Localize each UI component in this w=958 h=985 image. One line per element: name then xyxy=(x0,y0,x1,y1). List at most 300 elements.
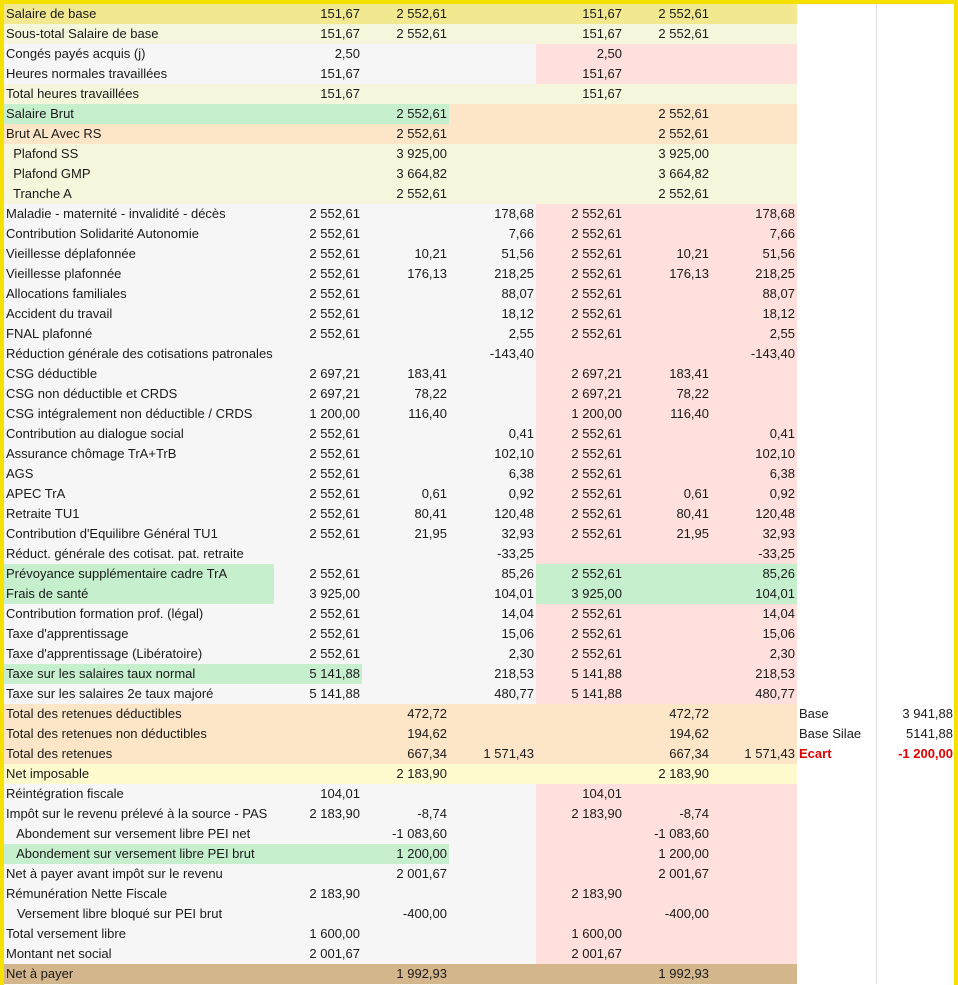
value-cell-col-1[interactable] xyxy=(274,744,362,764)
value-cell-col-5[interactable] xyxy=(624,564,711,584)
value-cell-col-6[interactable] xyxy=(711,924,797,944)
side-value-cell[interactable] xyxy=(877,144,957,164)
value-cell-col-3[interactable]: 1 571,43 xyxy=(449,744,536,764)
value-cell-col-4[interactable] xyxy=(536,144,624,164)
value-cell-col-1[interactable]: 104,01 xyxy=(274,784,362,804)
value-cell-col-6[interactable]: 0,92 xyxy=(711,484,797,504)
row-label-cell[interactable]: Abondement sur versement libre PEI brut xyxy=(4,844,274,864)
value-cell-col-2[interactable]: 2 552,61 xyxy=(362,124,449,144)
value-cell-col-2[interactable] xyxy=(362,84,449,104)
side-label-cell[interactable] xyxy=(797,484,877,504)
side-value-cell[interactable]: -1 200,00 xyxy=(877,744,957,764)
value-cell-col-1[interactable]: 2 552,61 xyxy=(274,604,362,624)
value-cell-col-1[interactable]: 2 552,61 xyxy=(274,564,362,584)
value-cell-col-1[interactable]: 2 552,61 xyxy=(274,524,362,544)
value-cell-col-3[interactable]: 104,01 xyxy=(449,584,536,604)
value-cell-col-4[interactable]: 2 697,21 xyxy=(536,384,624,404)
value-cell-col-4[interactable]: 2 552,61 xyxy=(536,444,624,464)
value-cell-col-2[interactable] xyxy=(362,584,449,604)
value-cell-col-3[interactable]: 218,25 xyxy=(449,264,536,284)
value-cell-col-5[interactable] xyxy=(624,84,711,104)
value-cell-col-4[interactable]: 151,67 xyxy=(536,84,624,104)
row-label-cell[interactable]: Contribution d'Equilibre Général TU1 xyxy=(4,524,274,544)
value-cell-col-4[interactable]: 2 552,61 xyxy=(536,504,624,524)
value-cell-col-1[interactable]: 2 552,61 xyxy=(274,244,362,264)
value-cell-col-6[interactable]: 218,53 xyxy=(711,664,797,684)
value-cell-col-5[interactable] xyxy=(624,944,711,964)
side-label-cell[interactable] xyxy=(797,144,877,164)
value-cell-col-4[interactable]: 104,01 xyxy=(536,784,624,804)
value-cell-col-4[interactable]: 2 552,61 xyxy=(536,624,624,644)
value-cell-col-5[interactable] xyxy=(624,924,711,944)
value-cell-col-1[interactable]: 2 183,90 xyxy=(274,804,362,824)
value-cell-col-4[interactable] xyxy=(536,904,624,924)
value-cell-col-4[interactable]: 2 552,61 xyxy=(536,304,624,324)
row-label-cell[interactable]: AGS xyxy=(4,464,274,484)
value-cell-col-6[interactable] xyxy=(711,764,797,784)
value-cell-col-2[interactable]: -1 083,60 xyxy=(362,824,449,844)
value-cell-col-1[interactable] xyxy=(274,704,362,724)
value-cell-col-1[interactable]: 2 697,21 xyxy=(274,364,362,384)
side-label-cell[interactable] xyxy=(797,944,877,964)
value-cell-col-5[interactable]: 2 001,67 xyxy=(624,864,711,884)
value-cell-col-6[interactable] xyxy=(711,384,797,404)
side-label-cell[interactable] xyxy=(797,684,877,704)
row-label-cell[interactable]: FNAL plafonné xyxy=(4,324,274,344)
value-cell-col-2[interactable] xyxy=(362,44,449,64)
value-cell-col-1[interactable] xyxy=(274,124,362,144)
value-cell-col-1[interactable] xyxy=(274,904,362,924)
value-cell-col-3[interactable]: 480,77 xyxy=(449,684,536,704)
value-cell-col-4[interactable]: 2 552,61 xyxy=(536,604,624,624)
side-label-cell[interactable] xyxy=(797,364,877,384)
value-cell-col-3[interactable]: -143,40 xyxy=(449,344,536,364)
side-value-cell[interactable] xyxy=(877,464,957,484)
side-value-cell[interactable] xyxy=(877,164,957,184)
value-cell-col-5[interactable]: 116,40 xyxy=(624,404,711,424)
value-cell-col-5[interactable]: 78,22 xyxy=(624,384,711,404)
side-value-cell[interactable] xyxy=(877,964,957,984)
value-cell-col-5[interactable]: -1 083,60 xyxy=(624,824,711,844)
value-cell-col-2[interactable] xyxy=(362,344,449,364)
value-cell-col-3[interactable]: 2,55 xyxy=(449,324,536,344)
side-label-cell[interactable] xyxy=(797,324,877,344)
side-value-cell[interactable] xyxy=(877,824,957,844)
row-label-cell[interactable]: Taxe sur les salaires 2e taux majoré xyxy=(4,684,274,704)
value-cell-col-4[interactable] xyxy=(536,164,624,184)
side-label-cell[interactable] xyxy=(797,644,877,664)
value-cell-col-5[interactable]: 80,41 xyxy=(624,504,711,524)
value-cell-col-6[interactable]: 2,30 xyxy=(711,644,797,664)
value-cell-col-2[interactable] xyxy=(362,304,449,324)
value-cell-col-6[interactable]: 7,66 xyxy=(711,224,797,244)
value-cell-col-3[interactable] xyxy=(449,964,536,984)
value-cell-col-1[interactable]: 2 552,61 xyxy=(274,484,362,504)
value-cell-col-6[interactable] xyxy=(711,64,797,84)
value-cell-col-4[interactable]: 2 552,61 xyxy=(536,244,624,264)
row-label-cell[interactable]: Contribution formation prof. (légal) xyxy=(4,604,274,624)
value-cell-col-6[interactable]: -33,25 xyxy=(711,544,797,564)
row-label-cell[interactable]: Montant net social xyxy=(4,944,274,964)
side-value-cell[interactable] xyxy=(877,284,957,304)
value-cell-col-4[interactable]: 2 552,61 xyxy=(536,284,624,304)
row-label-cell[interactable]: Total versement libre xyxy=(4,924,274,944)
value-cell-col-2[interactable]: 667,34 xyxy=(362,744,449,764)
side-value-cell[interactable] xyxy=(877,624,957,644)
value-cell-col-6[interactable] xyxy=(711,884,797,904)
value-cell-col-4[interactable] xyxy=(536,704,624,724)
side-label-cell[interactable] xyxy=(797,464,877,484)
value-cell-col-6[interactable]: 104,01 xyxy=(711,584,797,604)
value-cell-col-3[interactable]: 0,41 xyxy=(449,424,536,444)
value-cell-col-4[interactable]: 2 552,61 xyxy=(536,484,624,504)
side-value-cell[interactable] xyxy=(877,104,957,124)
value-cell-col-6[interactable] xyxy=(711,84,797,104)
value-cell-col-5[interactable]: -8,74 xyxy=(624,804,711,824)
row-label-cell[interactable]: Congés payés acquis (j) xyxy=(4,44,274,64)
value-cell-col-6[interactable] xyxy=(711,844,797,864)
row-label-cell[interactable]: Vieillesse plafonnée xyxy=(4,264,274,284)
value-cell-col-5[interactable]: 10,21 xyxy=(624,244,711,264)
row-label-cell[interactable]: Frais de santé xyxy=(4,584,274,604)
value-cell-col-5[interactable]: -400,00 xyxy=(624,904,711,924)
value-cell-col-1[interactable]: 5 141,88 xyxy=(274,684,362,704)
value-cell-col-1[interactable]: 2 552,61 xyxy=(274,624,362,644)
value-cell-col-4[interactable]: 151,67 xyxy=(536,4,624,24)
side-label-cell[interactable] xyxy=(797,664,877,684)
value-cell-col-6[interactable]: 51,56 xyxy=(711,244,797,264)
value-cell-col-1[interactable]: 2 552,61 xyxy=(274,424,362,444)
value-cell-col-1[interactable] xyxy=(274,164,362,184)
value-cell-col-5[interactable]: 667,34 xyxy=(624,744,711,764)
side-value-cell[interactable] xyxy=(877,644,957,664)
value-cell-col-3[interactable] xyxy=(449,924,536,944)
value-cell-col-5[interactable] xyxy=(624,784,711,804)
value-cell-col-3[interactable] xyxy=(449,184,536,204)
value-cell-col-2[interactable] xyxy=(362,604,449,624)
side-label-cell[interactable] xyxy=(797,444,877,464)
value-cell-col-1[interactable]: 2 001,67 xyxy=(274,944,362,964)
value-cell-col-4[interactable]: 2 552,61 xyxy=(536,424,624,444)
row-label-cell[interactable]: Net imposable xyxy=(4,764,274,784)
side-label-cell[interactable] xyxy=(797,504,877,524)
row-label-cell[interactable]: Net à payer xyxy=(4,964,274,984)
value-cell-col-1[interactable] xyxy=(274,344,362,364)
value-cell-col-6[interactable]: 15,06 xyxy=(711,624,797,644)
value-cell-col-1[interactable] xyxy=(274,724,362,744)
value-cell-col-3[interactable] xyxy=(449,884,536,904)
value-cell-col-3[interactable] xyxy=(449,124,536,144)
side-value-cell[interactable] xyxy=(877,484,957,504)
value-cell-col-6[interactable]: -143,40 xyxy=(711,344,797,364)
side-value-cell[interactable] xyxy=(877,804,957,824)
side-label-cell[interactable] xyxy=(797,424,877,444)
value-cell-col-6[interactable]: 88,07 xyxy=(711,284,797,304)
value-cell-col-4[interactable]: 151,67 xyxy=(536,24,624,44)
side-value-cell[interactable] xyxy=(877,324,957,344)
value-cell-col-5[interactable] xyxy=(624,444,711,464)
value-cell-col-5[interactable]: 176,13 xyxy=(624,264,711,284)
value-cell-col-3[interactable] xyxy=(449,24,536,44)
value-cell-col-5[interactable] xyxy=(624,644,711,664)
value-cell-col-6[interactable]: 85,26 xyxy=(711,564,797,584)
value-cell-col-2[interactable]: 1 200,00 xyxy=(362,844,449,864)
value-cell-col-6[interactable]: 120,48 xyxy=(711,504,797,524)
value-cell-col-6[interactable] xyxy=(711,944,797,964)
value-cell-col-2[interactable] xyxy=(362,564,449,584)
value-cell-col-3[interactable]: 18,12 xyxy=(449,304,536,324)
value-cell-col-6[interactable]: 0,41 xyxy=(711,424,797,444)
value-cell-col-3[interactable]: 51,56 xyxy=(449,244,536,264)
value-cell-col-5[interactable] xyxy=(624,424,711,444)
value-cell-col-2[interactable]: 194,62 xyxy=(362,724,449,744)
row-label-cell[interactable]: Accident du travail xyxy=(4,304,274,324)
value-cell-col-3[interactable] xyxy=(449,844,536,864)
side-label-cell[interactable] xyxy=(797,884,877,904)
value-cell-col-2[interactable]: 2 552,61 xyxy=(362,24,449,44)
value-cell-col-4[interactable] xyxy=(536,104,624,124)
row-label-cell[interactable]: Total des retenues non déductibles xyxy=(4,724,274,744)
row-label-cell[interactable]: Allocations familiales xyxy=(4,284,274,304)
row-label-cell[interactable]: Vieillesse déplafonnée xyxy=(4,244,274,264)
value-cell-col-2[interactable] xyxy=(362,944,449,964)
value-cell-col-2[interactable] xyxy=(362,324,449,344)
value-cell-col-4[interactable] xyxy=(536,724,624,744)
side-value-cell[interactable] xyxy=(877,564,957,584)
value-cell-col-1[interactable]: 2,50 xyxy=(274,44,362,64)
row-label-cell[interactable]: Contribution au dialogue social xyxy=(4,424,274,444)
value-cell-col-6[interactable] xyxy=(711,164,797,184)
value-cell-col-1[interactable]: 2 552,61 xyxy=(274,324,362,344)
value-cell-col-1[interactable]: 2 552,61 xyxy=(274,464,362,484)
value-cell-col-3[interactable] xyxy=(449,4,536,24)
side-value-cell[interactable] xyxy=(877,304,957,324)
value-cell-col-3[interactable] xyxy=(449,364,536,384)
row-label-cell[interactable]: Taxe d'apprentissage (Libératoire) xyxy=(4,644,274,664)
value-cell-col-6[interactable] xyxy=(711,184,797,204)
row-label-cell[interactable]: Sous-total Salaire de base xyxy=(4,24,274,44)
side-value-cell[interactable] xyxy=(877,524,957,544)
side-value-cell[interactable] xyxy=(877,584,957,604)
side-label-cell[interactable] xyxy=(797,24,877,44)
side-value-cell[interactable] xyxy=(877,224,957,244)
value-cell-col-6[interactable]: 1 571,43 xyxy=(711,744,797,764)
side-value-cell[interactable]: 3 941,88 xyxy=(877,704,957,724)
value-cell-col-6[interactable] xyxy=(711,24,797,44)
value-cell-col-4[interactable]: 2 552,61 xyxy=(536,464,624,484)
side-value-cell[interactable] xyxy=(877,504,957,524)
value-cell-col-4[interactable] xyxy=(536,184,624,204)
value-cell-col-1[interactable]: 5 141,88 xyxy=(274,664,362,684)
value-cell-col-6[interactable]: 102,10 xyxy=(711,444,797,464)
side-value-cell[interactable] xyxy=(877,784,957,804)
value-cell-col-1[interactable]: 2 552,61 xyxy=(274,444,362,464)
value-cell-col-2[interactable] xyxy=(362,644,449,664)
side-value-cell[interactable] xyxy=(877,424,957,444)
value-cell-col-6[interactable]: 14,04 xyxy=(711,604,797,624)
value-cell-col-2[interactable]: 21,95 xyxy=(362,524,449,544)
value-cell-col-5[interactable]: 1 200,00 xyxy=(624,844,711,864)
side-value-cell[interactable] xyxy=(877,364,957,384)
row-label-cell[interactable]: Total heures travaillées xyxy=(4,84,274,104)
value-cell-col-2[interactable] xyxy=(362,664,449,684)
row-label-cell[interactable]: Plafond SS xyxy=(4,144,274,164)
value-cell-col-3[interactable] xyxy=(449,144,536,164)
value-cell-col-4[interactable]: 2 552,61 xyxy=(536,524,624,544)
side-label-cell[interactable] xyxy=(797,964,877,984)
value-cell-col-4[interactable]: 5 141,88 xyxy=(536,664,624,684)
value-cell-col-1[interactable]: 151,67 xyxy=(274,4,362,24)
value-cell-col-4[interactable]: 5 141,88 xyxy=(536,684,624,704)
value-cell-col-5[interactable] xyxy=(624,44,711,64)
row-label-cell[interactable]: Retraite TU1 xyxy=(4,504,274,524)
value-cell-col-3[interactable] xyxy=(449,64,536,84)
value-cell-col-5[interactable] xyxy=(624,304,711,324)
value-cell-col-6[interactable] xyxy=(711,364,797,384)
side-label-cell[interactable] xyxy=(797,404,877,424)
value-cell-col-3[interactable] xyxy=(449,944,536,964)
value-cell-col-1[interactable]: 2 552,61 xyxy=(274,644,362,664)
row-label-cell[interactable]: Assurance chômage TrA+TrB xyxy=(4,444,274,464)
value-cell-col-6[interactable] xyxy=(711,4,797,24)
value-cell-col-1[interactable] xyxy=(274,764,362,784)
value-cell-col-4[interactable]: 1 200,00 xyxy=(536,404,624,424)
value-cell-col-6[interactable]: 2,55 xyxy=(711,324,797,344)
side-label-cell[interactable] xyxy=(797,104,877,124)
value-cell-col-6[interactable] xyxy=(711,824,797,844)
value-cell-col-6[interactable] xyxy=(711,724,797,744)
side-label-cell[interactable] xyxy=(797,604,877,624)
value-cell-col-2[interactable] xyxy=(362,784,449,804)
side-value-cell[interactable]: 5141,88 xyxy=(877,724,957,744)
value-cell-col-5[interactable]: 0,61 xyxy=(624,484,711,504)
value-cell-col-3[interactable] xyxy=(449,44,536,64)
value-cell-col-4[interactable]: 2 001,67 xyxy=(536,944,624,964)
value-cell-col-3[interactable] xyxy=(449,764,536,784)
value-cell-col-5[interactable]: 3 925,00 xyxy=(624,144,711,164)
value-cell-col-6[interactable] xyxy=(711,124,797,144)
side-value-cell[interactable] xyxy=(877,924,957,944)
side-label-cell[interactable] xyxy=(797,44,877,64)
row-label-cell[interactable]: Total des retenues xyxy=(4,744,274,764)
side-label-cell[interactable] xyxy=(797,924,877,944)
side-label-cell[interactable] xyxy=(797,4,877,24)
value-cell-col-6[interactable]: 6,38 xyxy=(711,464,797,484)
value-cell-col-6[interactable]: 480,77 xyxy=(711,684,797,704)
side-label-cell[interactable] xyxy=(797,784,877,804)
side-value-cell[interactable] xyxy=(877,384,957,404)
value-cell-col-4[interactable]: 2 697,21 xyxy=(536,364,624,384)
side-value-cell[interactable] xyxy=(877,64,957,84)
side-label-cell[interactable] xyxy=(797,284,877,304)
value-cell-col-2[interactable]: 3 664,82 xyxy=(362,164,449,184)
side-value-cell[interactable] xyxy=(877,24,957,44)
side-label-cell[interactable] xyxy=(797,84,877,104)
row-label-cell[interactable]: Tranche A xyxy=(4,184,274,204)
value-cell-col-4[interactable]: 2 183,90 xyxy=(536,804,624,824)
side-value-cell[interactable] xyxy=(877,204,957,224)
value-cell-col-3[interactable] xyxy=(449,704,536,724)
value-cell-col-2[interactable]: 2 552,61 xyxy=(362,104,449,124)
value-cell-col-5[interactable]: 21,95 xyxy=(624,524,711,544)
side-value-cell[interactable] xyxy=(877,664,957,684)
value-cell-col-1[interactable]: 2 552,61 xyxy=(274,224,362,244)
value-cell-col-5[interactable] xyxy=(624,224,711,244)
value-cell-col-5[interactable]: 1 992,93 xyxy=(624,964,711,984)
side-value-cell[interactable] xyxy=(877,904,957,924)
side-label-cell[interactable] xyxy=(797,344,877,364)
row-label-cell[interactable]: Plafond GMP xyxy=(4,164,274,184)
value-cell-col-2[interactable]: 0,61 xyxy=(362,484,449,504)
value-cell-col-6[interactable] xyxy=(711,404,797,424)
row-label-cell[interactable]: CSG non déductible et CRDS xyxy=(4,384,274,404)
row-label-cell[interactable]: Taxe d'apprentissage xyxy=(4,624,274,644)
value-cell-col-1[interactable] xyxy=(274,544,362,564)
value-cell-col-4[interactable]: 2 552,61 xyxy=(536,644,624,664)
value-cell-col-5[interactable] xyxy=(624,664,711,684)
value-cell-col-6[interactable]: 32,93 xyxy=(711,524,797,544)
value-cell-col-3[interactable] xyxy=(449,864,536,884)
value-cell-col-6[interactable]: 178,68 xyxy=(711,204,797,224)
side-value-cell[interactable] xyxy=(877,844,957,864)
side-label-cell[interactable] xyxy=(797,764,877,784)
side-label-cell[interactable] xyxy=(797,844,877,864)
side-value-cell[interactable] xyxy=(877,84,957,104)
value-cell-col-5[interactable]: 194,62 xyxy=(624,724,711,744)
value-cell-col-2[interactable] xyxy=(362,624,449,644)
value-cell-col-6[interactable] xyxy=(711,144,797,164)
value-cell-col-4[interactable] xyxy=(536,744,624,764)
value-cell-col-2[interactable] xyxy=(362,204,449,224)
value-cell-col-5[interactable] xyxy=(624,344,711,364)
row-label-cell[interactable]: Total des retenues déductibles xyxy=(4,704,274,724)
value-cell-col-3[interactable] xyxy=(449,784,536,804)
value-cell-col-3[interactable]: 120,48 xyxy=(449,504,536,524)
value-cell-col-2[interactable] xyxy=(362,924,449,944)
value-cell-col-3[interactable]: 6,38 xyxy=(449,464,536,484)
value-cell-col-6[interactable] xyxy=(711,44,797,64)
value-cell-col-1[interactable]: 2 552,61 xyxy=(274,504,362,524)
value-cell-col-4[interactable] xyxy=(536,764,624,784)
value-cell-col-4[interactable]: 151,67 xyxy=(536,64,624,84)
value-cell-col-5[interactable] xyxy=(624,544,711,564)
value-cell-col-4[interactable]: 2,50 xyxy=(536,44,624,64)
row-label-cell[interactable]: Heures normales travaillées xyxy=(4,64,274,84)
value-cell-col-6[interactable] xyxy=(711,964,797,984)
value-cell-col-6[interactable] xyxy=(711,784,797,804)
side-label-cell[interactable] xyxy=(797,624,877,644)
value-cell-col-2[interactable] xyxy=(362,224,449,244)
row-label-cell[interactable]: Prévoyance supplémentaire cadre TrA xyxy=(4,564,274,584)
value-cell-col-2[interactable]: 183,41 xyxy=(362,364,449,384)
value-cell-col-1[interactable]: 151,67 xyxy=(274,84,362,104)
value-cell-col-5[interactable]: 3 664,82 xyxy=(624,164,711,184)
side-value-cell[interactable] xyxy=(877,184,957,204)
side-label-cell[interactable] xyxy=(797,184,877,204)
side-label-cell[interactable]: Base Silae xyxy=(797,724,877,744)
value-cell-col-2[interactable] xyxy=(362,684,449,704)
value-cell-col-5[interactable]: 183,41 xyxy=(624,364,711,384)
value-cell-col-1[interactable] xyxy=(274,104,362,124)
value-cell-col-4[interactable] xyxy=(536,964,624,984)
value-cell-col-2[interactable] xyxy=(362,884,449,904)
value-cell-col-6[interactable] xyxy=(711,704,797,724)
value-cell-col-5[interactable]: 472,72 xyxy=(624,704,711,724)
value-cell-col-5[interactable] xyxy=(624,284,711,304)
value-cell-col-2[interactable] xyxy=(362,464,449,484)
value-cell-col-5[interactable] xyxy=(624,324,711,344)
value-cell-col-5[interactable] xyxy=(624,204,711,224)
